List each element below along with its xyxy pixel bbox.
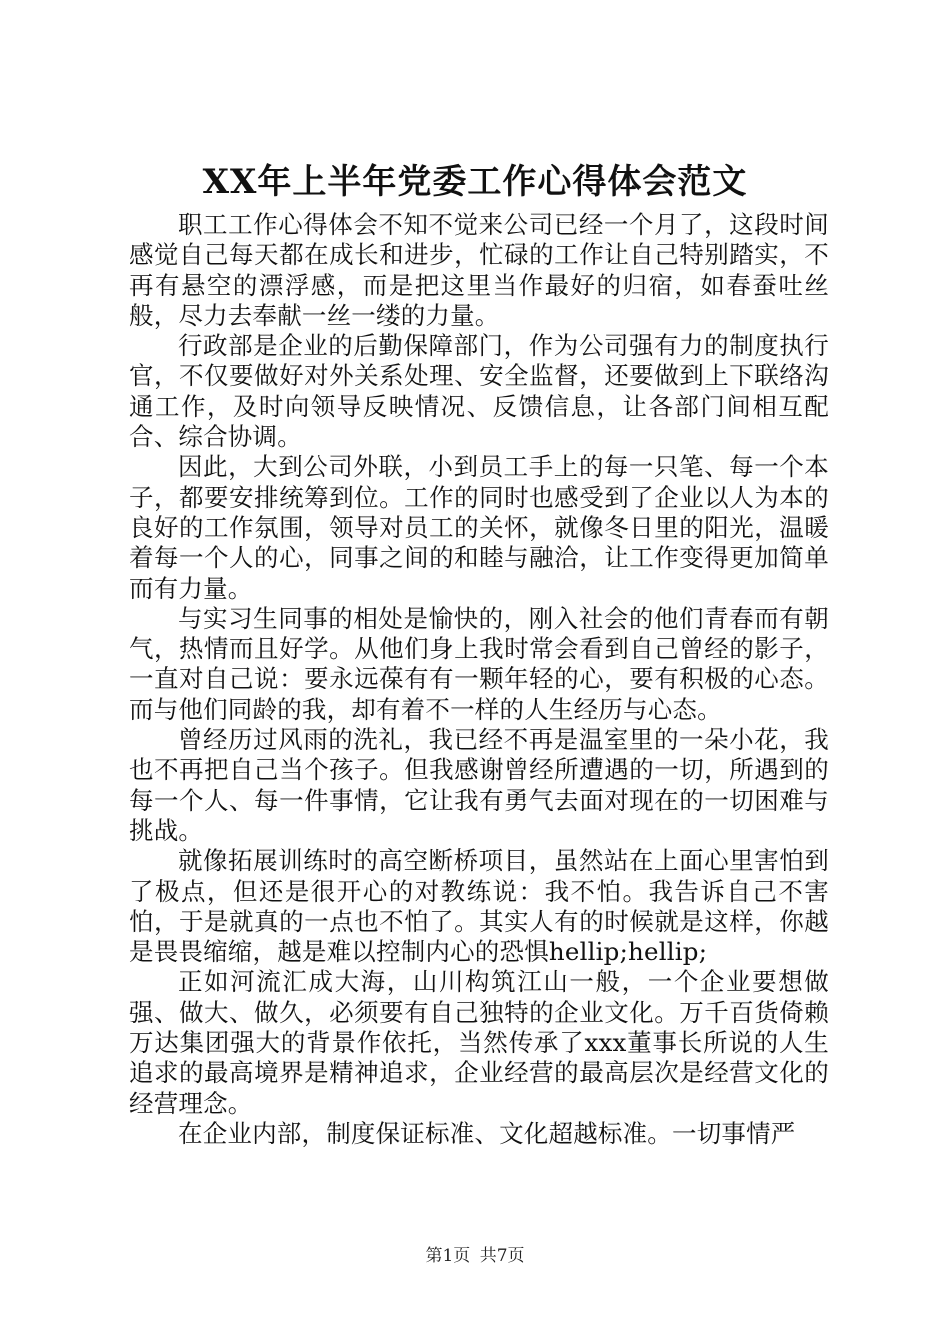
- paragraph: 行政部是企业的后勤保障部门，作为公司强有力的制度执行官，不仅要做好对外关系处理、安全监督，还要做到上下联络沟通工作，及时向领导反映情况、反馈信息，让各部门间相互配合、综合协调。: [129, 331, 829, 452]
- paragraph: 因此，大到公司外联，小到员工手上的每一只笔、每一个本子，都要安排统筹到位。工作的同时也感受到了企业以人为本的良好的工作氛围，领导对员工的关怀，就像冬日里的阳光，温暖着每一个人的心，同事之间的和睦与融洽，让工作变得更加简单而有力量。: [129, 452, 829, 603]
- paragraph: 就像拓展训练时的高空断桥项目，虽然站在上面心里害怕到了极点，但还是很开心的对教练说：我不怕。我告诉自己不害怕，于是就真的一点也不怕了。其实人有的时候就是这样，你越是畏畏缩缩，越是难以控制内心的恐惧hellip;hellip;: [129, 846, 829, 967]
- paragraph: 职工工作心得体会不知不觉来公司已经一个月了，这段时间感觉自己每天都在成长和进步，忙碌的工作让自己特别踏实，不再有悬空的漂浮感，而是把这里当作最好的归宿，如春蚕吐丝般，尽力去奉献一丝一缕的力量。: [129, 210, 829, 330]
- document-body: [129, 210, 829, 1149]
- paragraph: 在企业内部，制度保证标准、文化超越标准。一切事情严: [178, 1118, 796, 1148]
- page-footer: [0, 1245, 950, 1267]
- paragraph: 与实习生同事的相处是愉快的，刚入社会的他们青春而有朝气，热情而且好学。从他们身上我时常会看到自己曾经的影子，一直对自己说：要永远葆有有一颗年轻的心，要有积极的心态。而与他们同龄的我，却有着不一样的人生经历与心态。: [129, 603, 829, 724]
- page-total: 共7页: [479, 1246, 525, 1266]
- paragraph: 曾经历过风雨的洗礼，我已经不再是温室里的一朵小花，我也不再把自己当个孩子。但我感谢曾经所遭遇的一切，所遇到的每一个人、每一件事情，它让我有勇气去面对现在的一切困难与挑战。: [129, 725, 829, 845]
- page-number: 第1页: [425, 1246, 471, 1266]
- document-title: XX年上半年党委工作心得体会范文: [202, 162, 748, 202]
- paragraph: 正如河流汇成大海，山川构筑江山一般，一个企业要想做强、做大、做久，必须要有自己独特的企业文化。万千百货倚赖万达集团强大的背景作依托，当然传承了xxx董事长所说的人生追求的最高境界是精神追求，企业经营的最高层次是经营文化的经营理念。: [129, 967, 829, 1118]
